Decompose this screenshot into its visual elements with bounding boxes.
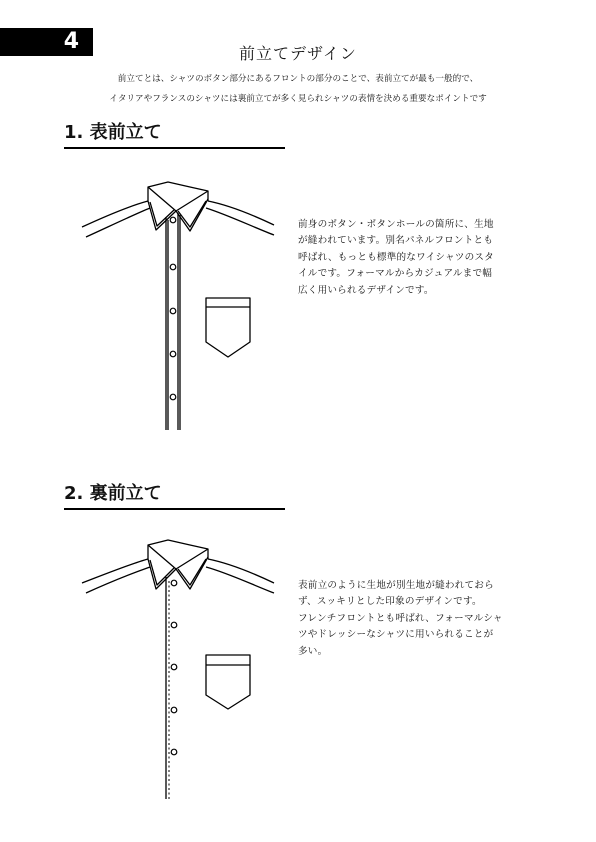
description-line: ず、スッキリとした印象のデザインです。 xyxy=(298,596,482,608)
description-line: イルです。フォーマルからカジュアルまで幅 xyxy=(298,268,493,280)
description-line: 呼ばれ、もっとも標準的なワイシャツのスタ xyxy=(298,251,494,263)
description-line: ツやドレッシーなシャツに用いられることが xyxy=(298,629,494,641)
section-2-description xyxy=(298,578,524,660)
description-line: 多い。 xyxy=(298,645,328,657)
section-1-description xyxy=(298,217,524,299)
intro-line-1: 前立てとは、シャツのボタン部分にあるフロントの部分のことで、表前立てが最も一般的で、 xyxy=(117,74,479,84)
description-line: 広く用いられるデザインです。 xyxy=(298,284,434,296)
intro-line-2: イタリアやフランスのシャツには裏前立てが多く見られシャツの表情を決める重要なポイントです xyxy=(109,94,487,104)
page-number: 4 xyxy=(63,29,79,54)
page-title: 前立てデザイン xyxy=(239,44,357,63)
description-line: が縫われています。別名パネルフロントとも xyxy=(298,235,494,247)
front-placket-shirt-illustration xyxy=(78,175,278,435)
description-line: 前身のボタン・ボタンホールの箇所に、生地 xyxy=(298,219,494,230)
description-line: 表前立のように生地が別生地が縫われておら xyxy=(298,580,494,591)
section-heading-front-placket: 1. 表前立て xyxy=(64,122,285,149)
description-line: フレンチフロントとも呼ばれ、フォーマルシャ xyxy=(298,612,503,624)
french-front-shirt-illustration xyxy=(78,537,278,802)
section-heading-french-front: 2. 裏前立て xyxy=(64,483,285,510)
